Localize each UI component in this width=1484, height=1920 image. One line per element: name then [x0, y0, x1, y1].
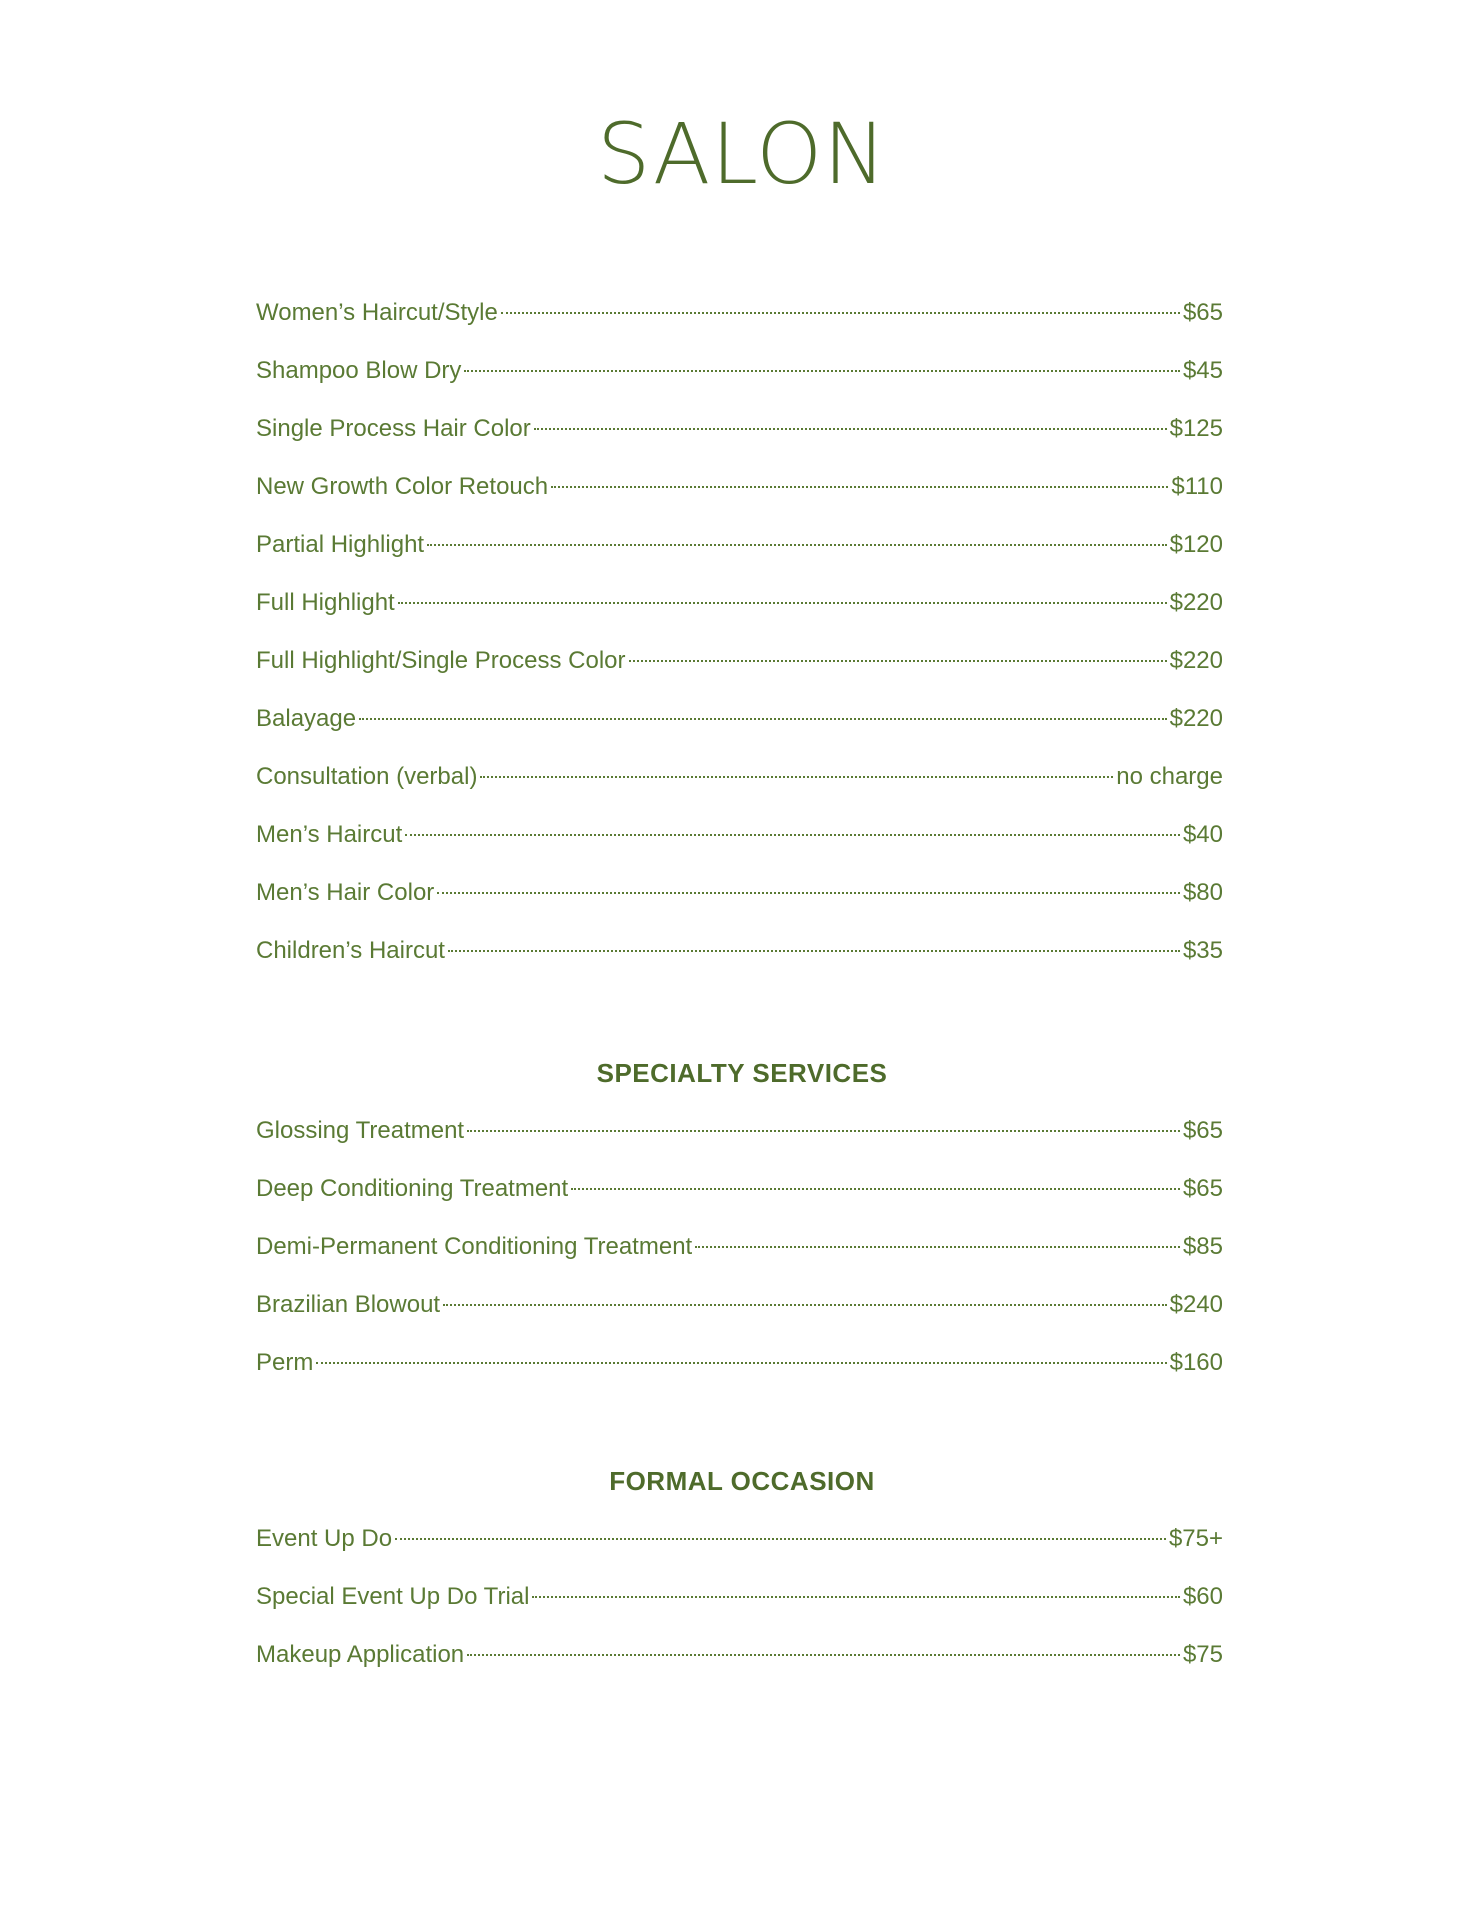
service-name: Special Event Up Do Trial [256, 1583, 530, 1610]
service-price: no charge [1116, 763, 1223, 790]
service-price: $35 [1182, 937, 1223, 964]
service-name: Glossing Treatment [256, 1117, 465, 1144]
service-row [256, 748, 1223, 806]
service-row [256, 400, 1223, 458]
dot-leader [395, 1538, 1166, 1540]
service-price: $65 [1182, 299, 1223, 326]
service-row [256, 1276, 1223, 1334]
specialty-services-list [256, 1102, 1223, 1392]
dot-leader [359, 718, 1167, 720]
service-price: $40 [1182, 821, 1223, 848]
service-price: $45 [1182, 357, 1223, 384]
service-price: $110 [1171, 473, 1223, 500]
service-name: Balayage [256, 705, 357, 732]
service-price: $60 [1182, 1583, 1223, 1610]
dot-leader [532, 1596, 1179, 1598]
service-price: $220 [1169, 647, 1223, 674]
dot-leader [316, 1362, 1166, 1364]
service-row [256, 864, 1223, 922]
dot-leader [571, 1188, 1180, 1190]
dot-leader [464, 370, 1180, 372]
service-row [256, 574, 1223, 632]
service-row [256, 458, 1223, 516]
service-name: New Growth Color Retouch [256, 473, 549, 500]
service-row [256, 1102, 1223, 1160]
service-row [256, 284, 1223, 342]
service-row [256, 342, 1223, 400]
service-price: $120 [1169, 531, 1223, 558]
service-row [256, 1510, 1223, 1568]
service-name: Makeup Application [256, 1641, 465, 1668]
service-row [256, 806, 1223, 864]
service-price: $220 [1169, 705, 1223, 732]
service-row [256, 1218, 1223, 1276]
service-row [256, 922, 1223, 980]
service-price: $75+ [1168, 1525, 1223, 1552]
service-price: $65 [1182, 1175, 1223, 1202]
service-row [256, 690, 1223, 748]
service-name: Men’s Haircut [256, 821, 403, 848]
dot-leader [398, 602, 1167, 604]
service-name: Full Highlight/Single Process Color [256, 647, 626, 674]
dot-leader [534, 428, 1167, 430]
service-name: Deep Conditioning Treatment [256, 1175, 569, 1202]
section-heading-specialty: SPECIALTY SERVICES [596, 1058, 888, 1088]
service-price: $220 [1169, 589, 1223, 616]
dot-leader [695, 1246, 1180, 1248]
dot-leader [405, 834, 1180, 836]
service-name: Partial Highlight [256, 531, 425, 558]
service-name: Consultation (verbal) [256, 763, 478, 790]
dot-leader [448, 950, 1180, 952]
dot-leader [467, 1654, 1180, 1656]
service-row [256, 1160, 1223, 1218]
dot-leader [467, 1130, 1180, 1132]
service-name: Men’s Hair Color [256, 879, 435, 906]
service-row [256, 516, 1223, 574]
salon-services-list [256, 284, 1223, 980]
service-row [256, 1626, 1223, 1684]
formal-occasion-list [256, 1510, 1223, 1684]
service-row [256, 1334, 1223, 1392]
service-price: $65 [1182, 1117, 1223, 1144]
service-price: $85 [1182, 1233, 1223, 1260]
service-name: Demi-Permanent Conditioning Treatment [256, 1233, 693, 1260]
service-name: Women’s Haircut/Style [256, 299, 498, 326]
service-row [256, 632, 1223, 690]
dot-leader [501, 312, 1180, 314]
service-name: Brazilian Blowout [256, 1291, 441, 1318]
service-price: $240 [1169, 1291, 1223, 1318]
dot-leader [437, 892, 1180, 894]
page-title: SALON [596, 105, 888, 203]
service-name: Single Process Hair Color [256, 415, 531, 442]
dot-leader [551, 486, 1168, 488]
service-row [256, 1568, 1223, 1626]
service-name: Event Up Do [256, 1525, 393, 1552]
service-name: Children’s Haircut [256, 937, 445, 964]
dot-leader [480, 776, 1113, 778]
dot-leader [443, 1304, 1167, 1306]
service-name: Perm [256, 1349, 314, 1376]
service-price: $125 [1169, 415, 1223, 442]
service-name: Shampoo Blow Dry [256, 357, 462, 384]
service-name: Full Highlight [256, 589, 395, 616]
service-price: $75 [1182, 1641, 1223, 1668]
service-price: $160 [1169, 1349, 1223, 1376]
section-heading-formal: FORMAL OCCASION [609, 1466, 875, 1496]
dot-leader [629, 660, 1167, 662]
dot-leader [427, 544, 1167, 546]
service-price: $80 [1182, 879, 1223, 906]
